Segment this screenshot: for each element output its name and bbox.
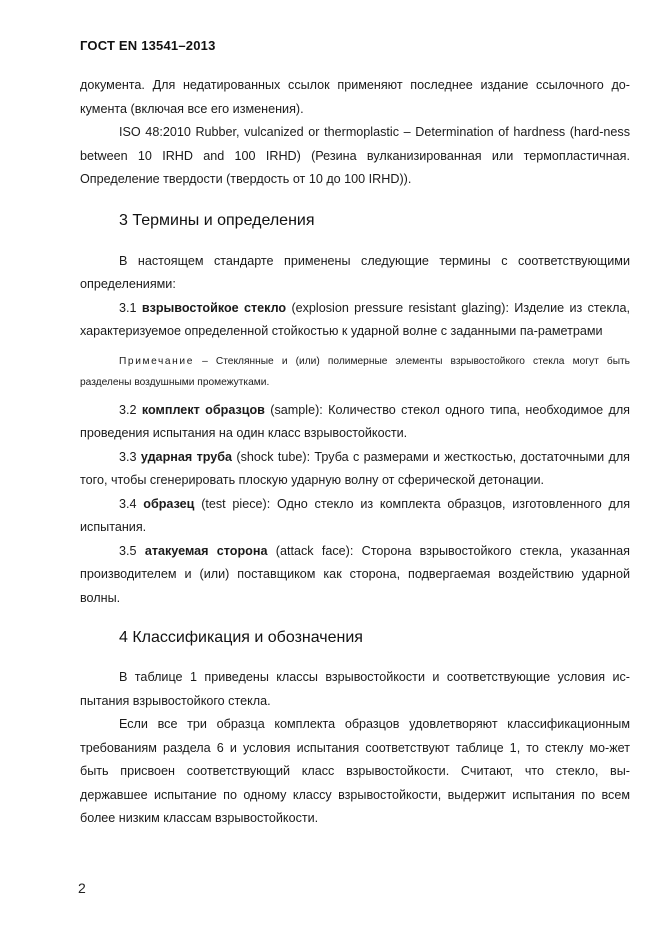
term-number: 3.2 bbox=[119, 402, 137, 417]
term-number: 3.3 bbox=[119, 449, 137, 464]
term-number: 3.1 bbox=[119, 300, 137, 315]
note bbox=[80, 351, 630, 393]
term-definition: (attack face): Сторона взрывостойкого стекла, указанная производителем и (или) поставщиком как сторона, подвергаемая воздействию ударной волны. bbox=[80, 543, 630, 605]
section-4-paragraph-1: В таблице 1 приведены классы взрывостойкости и соответствующие условия ис-пытания взрывостойкого стекла. bbox=[80, 670, 630, 708]
intro-paragraph-1: документа. Для недатированных ссылок применяют последнее издание ссылочного до-кумента (включая все его изменения). bbox=[80, 78, 630, 116]
section-3-title: 3 Термины и определения bbox=[119, 211, 315, 229]
term-name: комплект образцов bbox=[141, 402, 265, 417]
term-definition: (test piece): Одно стекло из комплекта образцов, изготовленного для испытания. bbox=[80, 496, 631, 534]
term-3-2 bbox=[80, 399, 630, 446]
term-name: ударная труба bbox=[140, 449, 233, 464]
term-definition: (shock tube): Труба с размерами и жесткостью, достаточными для того, чтобы сгенерировать плоскую ударную волну от сферической детонации. bbox=[80, 449, 630, 487]
note-label: Примечание bbox=[119, 355, 194, 367]
term-3-3 bbox=[80, 446, 630, 493]
page-number: 2 bbox=[78, 880, 86, 896]
document-header: ГОСТ EN 13541–2013 bbox=[80, 38, 216, 53]
term-number: 3.5 bbox=[119, 543, 137, 558]
term-name: взрывостойкое стекло bbox=[141, 300, 287, 315]
section-3-lead: В настоящем стандарте применены следующие термины с соответствующими определениями: bbox=[80, 253, 630, 291]
term-3-5 bbox=[80, 540, 630, 611]
term-3-1 bbox=[80, 297, 630, 344]
intro-paragraph-2: ISO 48:2010 Rubber, vulcanized or thermoplastic – Determination of hardness (hard-ness between 10 IRHD and 100 IRHD) (Резина вулканизированная или термопластичная. Определение твердости (твердость от 10 до 100 IRHD)). bbox=[80, 125, 630, 186]
section-4-title: 4 Классификация и обозначения bbox=[119, 629, 363, 646]
term-definition: (sample): Количество стекол одного типа, необходимое для проведения испытания на один класс взрывостойкости. bbox=[80, 402, 630, 440]
term-number: 3.4 bbox=[119, 496, 137, 511]
term-name: атакуемая сторона bbox=[144, 543, 268, 558]
term-definition: (explosion pressure resistant glazing): Изделие из стекла, характеризуемое определенной стойкостью к ударной волне с заданными па-раметрами bbox=[80, 300, 630, 338]
term-name: образец bbox=[143, 496, 195, 511]
section-4-paragraph-2: Если все три образца комплекта образцов удовлетворяют классификационным требованиям раздела 6 и условия испытания соответствуют таблице 1, то стеклу мо-жет быть присвоен соответствующий класс взрывостойкости. Считают, что стекло, вы-державшее испытание по одному классу взрывостойкости, выдержит испытания по всем более низким классам взрывостойкости. bbox=[80, 717, 630, 825]
document-body bbox=[80, 74, 630, 831]
term-3-4 bbox=[80, 493, 630, 540]
note-text: – Стеклянные и (или) полимерные элементы взрывостойкого стекла могут быть разделены воздушными промежутками. bbox=[80, 355, 630, 388]
